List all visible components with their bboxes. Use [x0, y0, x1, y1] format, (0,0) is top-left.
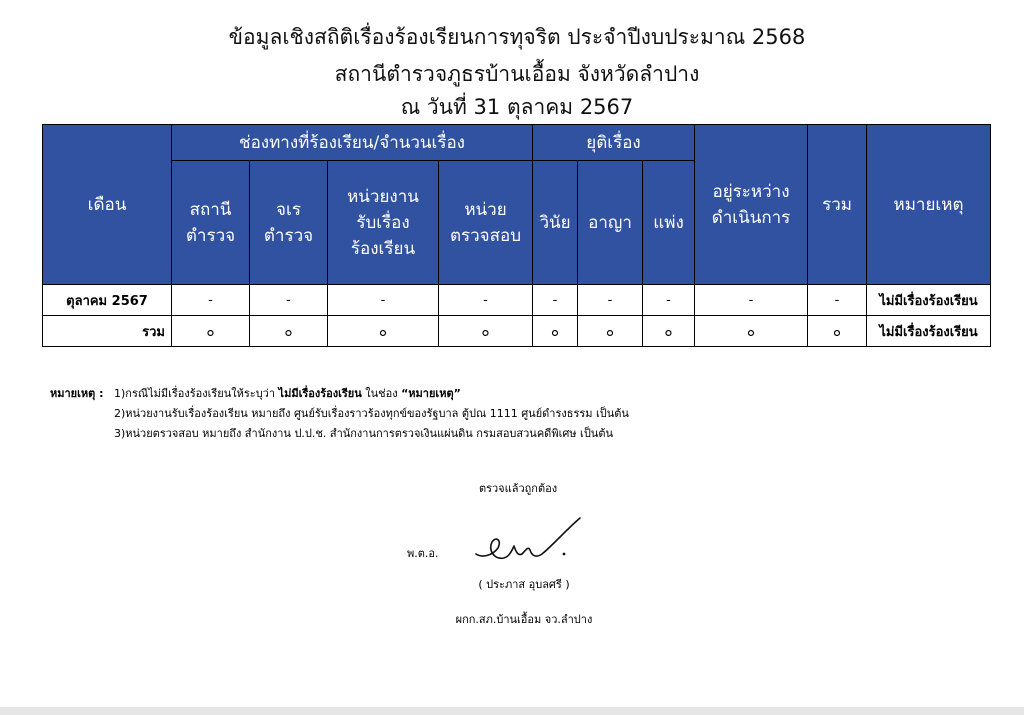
complaint-stats-table [42, 124, 991, 347]
signer-name: ( ประภาส อุบลศรี ) [478, 578, 570, 591]
header-closed-civil: แพ่ง [643, 161, 695, 285]
cell-civil: ๐ [643, 316, 695, 347]
header-closed-criminal: อาญา [578, 161, 643, 285]
report-date: ณ วันที่ 31 ตุลาคม 2567 [400, 95, 634, 119]
cell-station: - [172, 285, 250, 316]
cell-remark: ไม่มีเรื่องร้องเรียน [867, 285, 991, 316]
header-in-progress: อยู่ระหว่าง ดำเนินการ [695, 125, 808, 285]
report-title: ข้อมูลเชิงสถิติเรื่องร้องเรียนการทุจริต ประจำปีงบประมาณ 2568 [228, 25, 806, 49]
note-1-mid: ในช่อง [361, 387, 402, 400]
notes-section [50, 384, 629, 444]
header-remark: หมายเหตุ [867, 125, 991, 285]
note-3: 3)หน่วยตรวจสอบ หมายถึง สำนักงาน ป.ป.ช. สำนักงานการตรวจเงินแผ่นดิน กรมสอบสวนคดีพิเศษ เป็นต้น [114, 427, 613, 440]
cell-civil: - [643, 285, 695, 316]
cell-station: ๐ [172, 316, 250, 347]
header-channel-police: จเร ตำรวจ [250, 161, 328, 285]
notes-label: หมายเหตุ : [50, 387, 104, 400]
header-closed-group: ยุติเรื่อง [533, 125, 695, 161]
header-channel-complaint-unit: หน่วยงาน รับเรื่อง ร้องเรียน [328, 161, 439, 285]
cell-audit-unit: ๐ [439, 316, 533, 347]
table-row-total [43, 316, 991, 347]
header-month: เดือน [43, 125, 172, 285]
cell-complaint-unit: ๐ [328, 316, 439, 347]
cell-total: - [808, 285, 867, 316]
header-channel-audit-unit: หน่วย ตรวจสอบ [439, 161, 533, 285]
cell-police: - [250, 285, 328, 316]
note-1-bold2: “หมายเหตุ” [401, 387, 461, 400]
table-row [43, 285, 991, 316]
signer-position: ผกก.สภ.บ้านเอื้อม จว.ลำปาง [455, 613, 593, 626]
row-total-label: รวม [43, 316, 172, 347]
header-channels-group: ช่องทางที่ร้องเรียน/จำนวนเรื่อง [172, 125, 533, 161]
row-month: ตุลาคม 2567 [43, 285, 172, 316]
cell-complaint-unit: - [328, 285, 439, 316]
cell-in-progress: - [695, 285, 808, 316]
cell-remark: ไม่มีเรื่องร้องเรียน [867, 316, 991, 347]
cell-total: ๐ [808, 316, 867, 347]
header-channel-station: สถานี ตำรวจ [172, 161, 250, 285]
header-closed-discipline: วินัย [533, 161, 578, 285]
note-1-prefix: 1)กรณีไม่มีเรื่องร้องเรียนให้ระบุว่า [114, 387, 279, 400]
cell-audit-unit: - [439, 285, 533, 316]
header-total: รวม [808, 125, 867, 285]
handwritten-signature [472, 510, 587, 570]
station-name: สถานีตำรวจภูธรบ้านเอื้อม จังหวัดลำปาง [334, 62, 700, 86]
signer-rank: พ.ต.อ. [407, 547, 439, 560]
cell-discipline: - [533, 285, 578, 316]
page-bottom-edge [0, 707, 1024, 715]
cell-discipline: ๐ [533, 316, 578, 347]
cell-criminal: ๐ [578, 316, 643, 347]
cell-police: ๐ [250, 316, 328, 347]
cell-in-progress: ๐ [695, 316, 808, 347]
cell-criminal: - [578, 285, 643, 316]
note-1-bold: ไม่มีเรื่องร้องเรียน [278, 387, 362, 400]
verified-label: ตรวจแล้วถูกต้อง [478, 482, 558, 495]
note-2: 2)หน่วยงานรับเรื่องร้องเรียน หมายถึง ศูนย์รับเรื่องราวร้องทุกข์ของรัฐบาล ตู้ปณ 1111 ศูนย์ดำรงธรรม เป็นต้น [114, 407, 629, 420]
